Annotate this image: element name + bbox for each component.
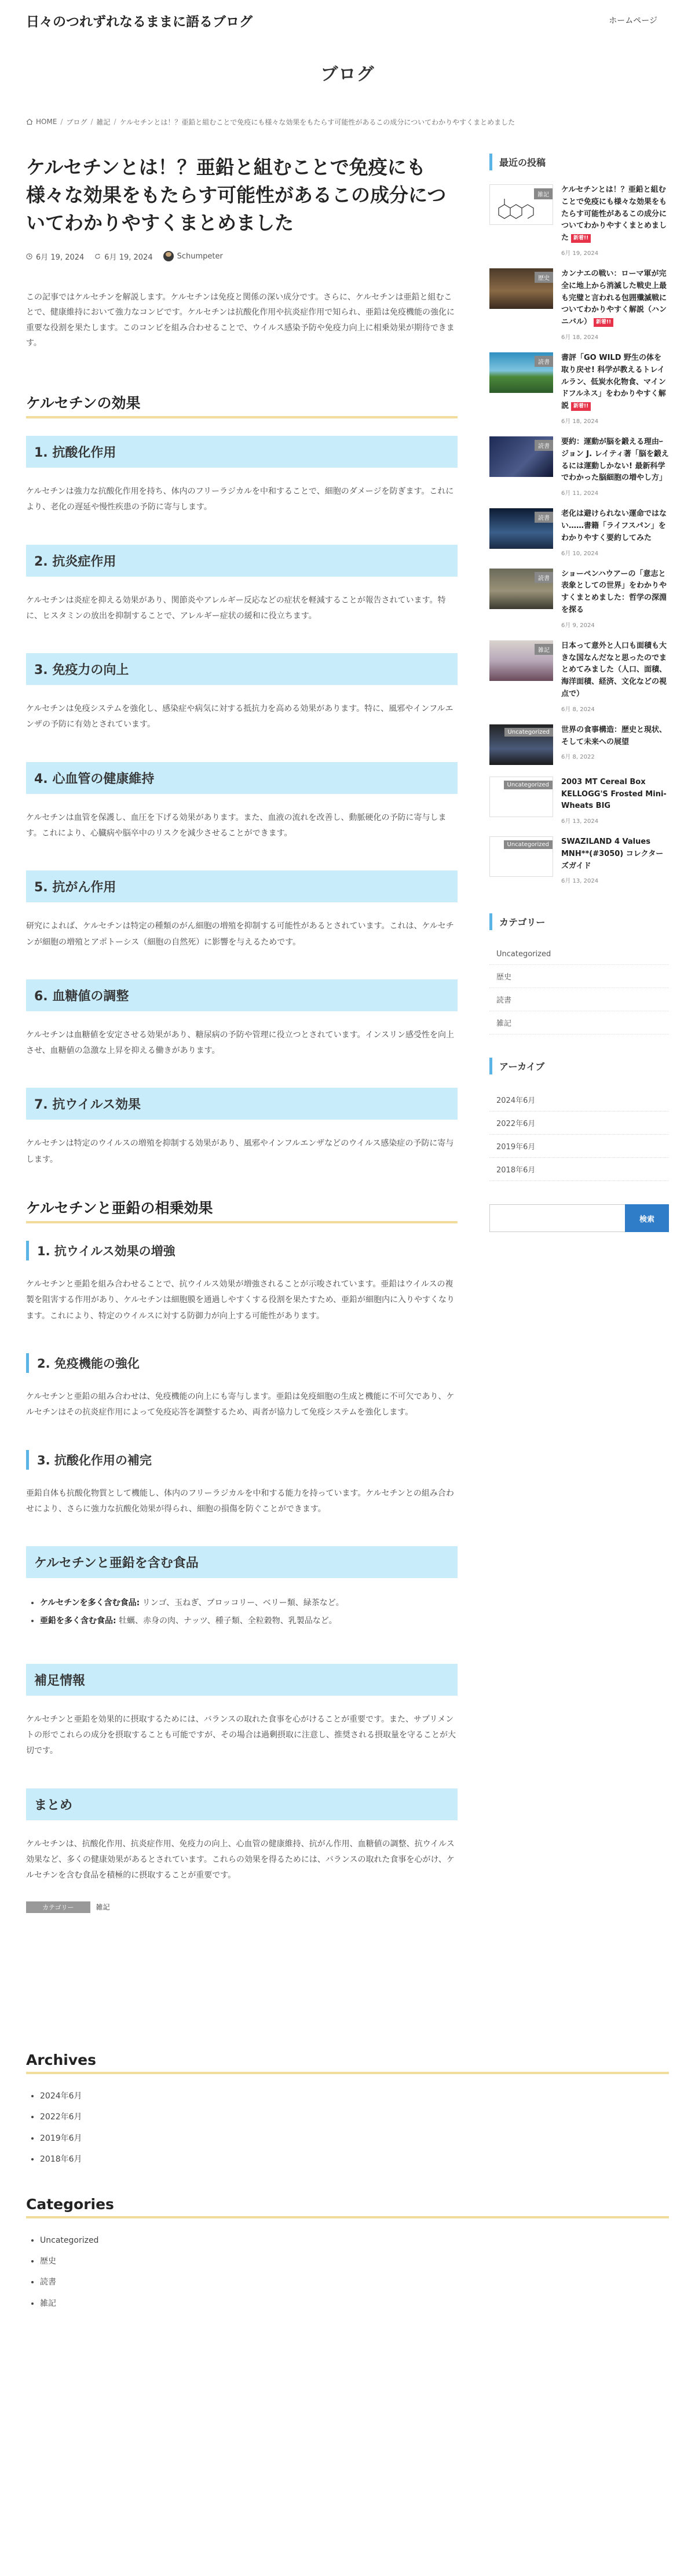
recent-post-item[interactable] [489, 777, 669, 825]
new-badge: 新着!! [594, 318, 613, 326]
article-lead: この記事ではケルセチンを解説します。ケルセチンは免疫と関係の深い成分です。さらに、ケルセチンは亜鉛と組むことで、健康維持において強力なコンビです。ケルセチンは抗酸化作用や抗炎症作用で知られ、亜鉛は免疫機能の強化に重要な役割を果たします。このコンビを組み合わせることで、ウイルス感染予防や免疫力向上に相乗効果が期待できます。 [26, 292, 455, 348]
new-badge: 新着!! [571, 402, 591, 410]
breadcrumb-home[interactable]: HOME [36, 118, 57, 126]
subsection-heading: 1. 抗ウイルス効果の増強 [26, 1241, 458, 1260]
subsection-heading: ケルセチンと亜鉛を含む食品 [26, 1546, 458, 1578]
archive-item[interactable]: • 2022年6月 [40, 2107, 669, 2127]
footer-categories-list [40, 2230, 669, 2315]
search-input[interactable] [489, 1204, 625, 1232]
paragraph: ケルセチンは免疫システムを強化し、感染症や病気に対する抵抗力を高める効果があります。特に、風邪やインフルエンザの予防に有効とされています。 [26, 704, 453, 730]
post-date: 6月 13, 2024 [561, 878, 599, 885]
footer-archives-list [40, 2086, 669, 2170]
subsection-heading: 3. 抗酸化作用の補完 [26, 1450, 458, 1470]
section-heading: ケルセチンの効果 [26, 392, 458, 418]
subsection-heading: 2. 抗炎症作用 [26, 545, 458, 577]
breadcrumb-separator: / [114, 118, 116, 126]
paragraph: ケルセチンと亜鉛の組み合わせは、免疫機能の向上にも寄与します。亜鉛は免疫細胞の生成と機能に不可欠であり、ケルセチンはその抗炎症作用によって免疫応答を調整するため、両者が協力して免疫システムを強化します。 [26, 1391, 455, 1418]
food-list [40, 1594, 458, 1630]
post-title-link[interactable]: 世界の食事構造：歴史と現状、そして未来への展望 [561, 725, 667, 746]
paragraph: ケルセチンは血糖値を安定させる効果があり、糖尿病の予防や管理に役立つとされています。インスリン感受性を向上させ、血糖値の急激な上昇を抑える働きがあります。 [26, 1030, 455, 1056]
list-item: • ケルセチンを多く含む食品: リンゴ、玉ねぎ、ブロッコリー、ベリー類、緑茶など。 [40, 1594, 458, 1612]
archive-item[interactable]: 2024年6月 [489, 1088, 669, 1112]
post-title-link[interactable]: 要約：運動が脳を鍛える理由ｰジョン J. レイティ著「脳を鍛えるには運動しかない! 最新科学でわかった脳細胞の増やし方」 [561, 437, 669, 483]
breadcrumb-separator: / [90, 118, 93, 126]
paragraph: ケルセチンは特定のウイルスの増殖を抑制する効果があり、風邪やインフルエンザなどのウイルス感染症の予防に寄与します。 [26, 1139, 454, 1164]
archive-item[interactable]: 2019年6月 [489, 1135, 669, 1158]
post-date: 6月 11, 2024 [561, 490, 599, 497]
archive-list [489, 1088, 669, 1181]
recent-post-item[interactable] [489, 724, 669, 765]
recent-post-item[interactable] [489, 436, 669, 497]
post-thumbnail[interactable]: 読書 [489, 508, 553, 549]
post-thumbnail[interactable]: 読書 [489, 436, 553, 477]
breadcrumb-current: ケルセチンとは！？亜鉛と組むことで免疫にも様々な効果をもたらす可能性があるこの成分についてわかりやすくまとめました [119, 118, 515, 126]
archive-title: アーカイブ [489, 1058, 669, 1074]
clock-icon [26, 253, 32, 260]
post-title-link[interactable]: カンナエの戦い：ローマ軍が完全に地上から消滅した戦史上最も完璧と言われる包囲殲滅戦についてわかりやすく解説（ハンニバル） 新着!! [561, 269, 667, 327]
published-date: 6月 19, 2024 [26, 251, 84, 262]
recent-post-item[interactable] [489, 569, 669, 629]
breadcrumb-separator: / [60, 118, 63, 126]
post-date: 6月 19, 2024 [561, 250, 599, 257]
archive-item[interactable]: • 2024年6月 [40, 2086, 669, 2107]
page-title: ブログ [320, 64, 375, 85]
category-item[interactable]: • Uncategorized [40, 2230, 669, 2251]
site-title-link[interactable]: 日々のつれずれなるままに語るブログ [26, 14, 253, 30]
recent-post-item[interactable] [489, 508, 669, 556]
subsection-heading: まとめ [26, 1788, 458, 1820]
post-date: 6月 13, 2024 [561, 818, 599, 825]
paragraph: ケルセチンと亜鉛を効果的に摂取するためには、バランスの取れた食事を心がけることが重要です。また、サプリメントの形でこれらの成分を摂取することも可能ですが、その場合は過剰摂取に注意し、推奨される摂取量を守ることが大切です。 [26, 1714, 456, 1756]
article-tags [26, 1901, 458, 1913]
archive-item[interactable]: • 2018年6月 [40, 2149, 669, 2170]
subsection-heading: 1. 抗酸化作用 [26, 436, 458, 468]
recent-post-item[interactable] [489, 640, 669, 713]
subsection-heading: 6. 血糖値の調整 [26, 979, 458, 1011]
subsection-heading: 7. 抗ウイルス効果 [26, 1088, 458, 1120]
category-item[interactable]: Uncategorized [489, 944, 669, 965]
paragraph: ケルセチンは炎症を抑える効果があり、関節炎やアレルギー反応などの症状を軽減することが報告されています。特に、ヒスタミンの放出を抑制することで、アレルギー症状の緩和に役立ちます。 [26, 595, 446, 621]
archive-item[interactable]: • 2019年6月 [40, 2128, 669, 2149]
search-form [489, 1204, 669, 1232]
paragraph: 亜鉛自体も抗酸化物質として機能し、体内のフリーラジカルを中和する能力を持っています。ケルセチンとの組み合わせにより、さらに強力な抗酸化効果が得られ、細胞の損傷を防ぐことができます。 [26, 1488, 454, 1514]
category-item[interactable]: • 雑記 [40, 2293, 669, 2314]
new-badge: 新着!! [571, 234, 591, 242]
paragraph: ケルセチンは強力な抗酸化作用を持ち、体内のフリーラジカルを中和することで、細胞のダメージを防ぎます。これにより、老化の遅延や慢性疾患の予防に寄与します。 [26, 486, 454, 512]
category-item[interactable]: • 読書 [40, 2272, 669, 2293]
article-meta [26, 251, 458, 262]
paragraph: ケルセチンは、抗酸化作用、抗炎症作用、免疫力の向上、心血管の健康維持、抗がん作用、血糖値の調整、抗ウイルス効果など、多くの健康効果があるとされています。これらの効果を得るためには、バランスの取れた食事を心がけ、ケルセチンを含む食品を積極的に摂取することが重要です。 [26, 1839, 455, 1881]
post-date: 6月 18, 2024 [561, 418, 599, 425]
effects-section [26, 436, 458, 1168]
section-heading: ケルセチンと亜鉛の相乗効果 [26, 1197, 458, 1223]
post-title-link[interactable]: 2003 MT Cereal Box KELLOGG'S Frosted Mini-Wheats BIG [561, 777, 667, 811]
nav-home-link[interactable]: ホームページ [609, 16, 657, 25]
site-header [0, 0, 695, 41]
updated-date: 6月 19, 2024 [94, 251, 152, 262]
home-icon [26, 118, 33, 125]
paragraph: ケルセチンは血管を保護し、血圧を下げる効果があります。また、血液の流れを改善し、動脈硬化の予防に寄与します。これにより、心臓病や脳卒中のリスクを減少させることができます。 [26, 812, 447, 838]
category-label: カテゴリー [26, 1901, 90, 1913]
subsection-heading: 5. 抗がん作用 [26, 870, 458, 902]
subsection-heading: 2. 免疫機能の強化 [26, 1353, 458, 1373]
refresh-icon [94, 253, 101, 260]
recent-post-item[interactable] [489, 268, 669, 341]
post-thumbnail[interactable]: 雑記 [489, 640, 553, 681]
author-avatar [163, 251, 174, 261]
categories-title: カテゴリー [489, 913, 669, 930]
subsection-heading: 補足情報 [26, 1664, 458, 1696]
recent-posts-title: 最近の投稿 [489, 154, 669, 170]
breadcrumb [0, 104, 695, 139]
categories-list [489, 944, 669, 1034]
recent-post-item[interactable] [489, 184, 669, 257]
author[interactable]: Schumpeter [163, 251, 223, 261]
post-title-link[interactable]: 日本って意外と人口も面積も大きな国なんだなと思ったのでまとめてみました（人口、面積、海洋面積、経済、文化などの視点で） [561, 641, 667, 698]
archive-item[interactable]: 2022年6月 [489, 1112, 669, 1135]
article-title: ケルセチンとは！？亜鉛と組むことで免疫にも様々な効果をもたらす可能性があるこの成分についてわかりやすくまとめました [26, 156, 447, 234]
post-date: 6月 8, 2024 [561, 706, 595, 713]
post-thumbnail[interactable]: 読書 [489, 569, 553, 609]
post-thumbnail[interactable]: Uncategorized [489, 724, 553, 765]
breadcrumb-category[interactable]: 雑記 [96, 118, 111, 126]
search-button[interactable]: 検索 [625, 1204, 669, 1232]
sidebar [489, 154, 669, 1913]
post-thumbnail[interactable]: 歴史 [489, 268, 553, 309]
paragraph: 研究によれば、ケルセチンは特定の種類のがん細胞の増殖を抑制する可能性があるとされています。これは、ケルセチンが細胞の増殖とアポトーシス（細胞の自然死）に影響を与えるためです。 [26, 921, 454, 947]
post-thumbnail[interactable]: Uncategorized [489, 777, 553, 817]
subsection-heading: 3. 免疫力の向上 [26, 653, 458, 685]
footer-widgets [26, 2052, 669, 2340]
subsection-heading: 4. 心血管の健康維持 [26, 762, 458, 794]
recent-post-item[interactable] [489, 352, 669, 425]
page-title-area [0, 41, 695, 104]
category-item[interactable]: 雑記 [489, 1011, 669, 1034]
footer-categories-title: Categories [26, 2196, 669, 2218]
post-thumbnail[interactable]: 読書 [489, 352, 553, 393]
paragraph: ケルセチンと亜鉛を組み合わせることで、抗ウイルス効果が増強されることが示唆されています。亜鉛はウイルスの複製を阻害する作用があり、ケルセチンは細胞膜を通過しやすくする役割を果たすため、亜鉛が細胞内に入りやすくなります。これにより、特定のウイルスに対する防御力が向上する可能性があります。 [26, 1280, 455, 1321]
post-thumbnail[interactable]: Uncategorized [489, 836, 553, 877]
article-main [26, 154, 458, 1913]
footer-archives-title: Archives [26, 2052, 669, 2074]
main-nav [609, 14, 657, 26]
synergy-section [26, 1241, 458, 1517]
post-date: 6月 10, 2024 [561, 550, 599, 557]
breadcrumb-blog[interactable]: ブログ [66, 118, 87, 126]
recent-post-item[interactable] [489, 836, 669, 884]
post-date: 6月 8, 2022 [561, 754, 595, 761]
post-title-link[interactable]: 老化は避けられない運命ではない……書籍「ライフスパン」をわかりやすく要約してみた [561, 509, 667, 542]
post-title-link[interactable]: ショーペンハウアーの「意志と表象としての世界」をわかりやすくまとめました：哲学の深淵を探る [561, 569, 667, 614]
post-date: 6月 9, 2024 [561, 622, 595, 629]
post-thumbnail[interactable]: 雑記 [489, 184, 553, 225]
post-title-link[interactable]: SWAZILAND 4 Values MNH**(#3050) コレクターズガイド [561, 837, 664, 870]
category-link[interactable]: 雑記 [96, 1903, 110, 1912]
category-item[interactable]: • 歴史 [40, 2251, 669, 2272]
post-title-link[interactable]: 書評「GO WILD 野生の体を取り戻せ! 科学が教えるトレイルラン、低炭水化物食、マインドフルネス」をわかりやすく解説 新着!! [561, 353, 666, 411]
category-item[interactable]: 歴史 [489, 965, 669, 988]
list-item: • 亜鉛を多く含む食品: 牡蠣、赤身の肉、ナッツ、種子類、全粒穀物、乳製品など。 [40, 1612, 458, 1630]
archive-item[interactable]: 2018年6月 [489, 1158, 669, 1181]
post-title-link[interactable]: ケルセチンとは！？亜鉛と組むことで免疫にも様々な効果をもたらす可能性があるこの成分についてわかりやすくまとめました 新着!! [561, 185, 667, 243]
post-date: 6月 18, 2024 [561, 334, 599, 341]
category-item[interactable]: 読書 [489, 988, 669, 1011]
